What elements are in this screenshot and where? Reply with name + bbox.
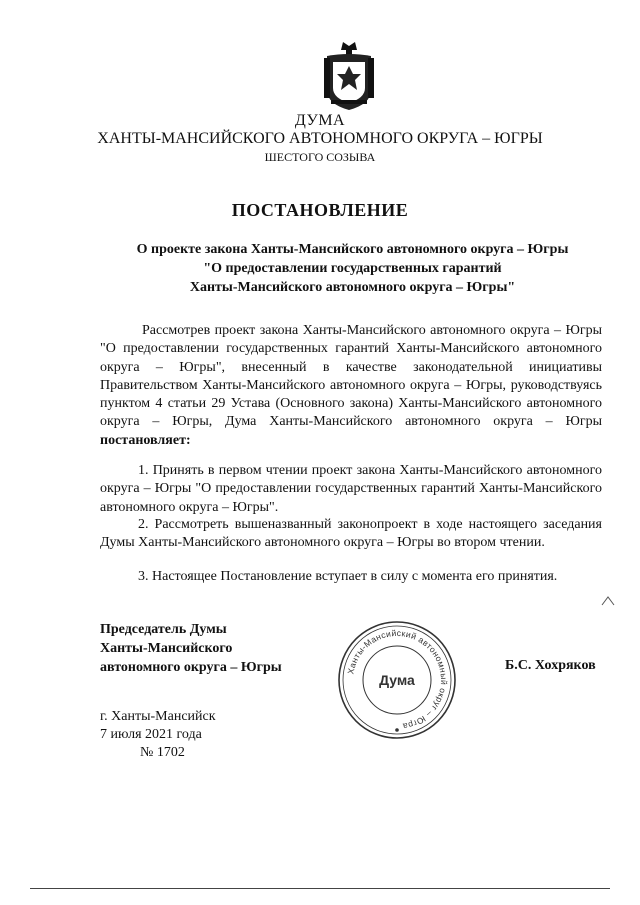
convocation-label: ШЕСТОГО СОЗЫВА: [264, 150, 376, 164]
subject-line: "О предоставлении государственных гарантий: [203, 261, 502, 276]
signatory-title-line: автономного округа – Югры: [100, 660, 282, 675]
coat-of-arms-emblem: [323, 40, 375, 112]
signatory-title: [100, 620, 320, 677]
subject-line: Ханты-Мансийского автономного округа – Югры": [189, 280, 516, 295]
signatory-name: Б.С. Хохряков: [505, 658, 596, 673]
preamble-paragraph: [100, 322, 602, 450]
resolution-item-text: 1. Принять в первом чтении проект закона Ханты-Мансийского автономного округа – Югры "О предоставлении государственных гарантий Ханты-Мансийского автономного округа – Югры".: [100, 463, 602, 515]
okrug-title: ХАНТЫ-МАНСИЙСКОГО АВТОНОМНОГО ОКРУГА – ЮГРЫ: [97, 130, 543, 147]
subject-line: О проекте закона Ханты-Мансийского автономного округа – Югры: [136, 242, 569, 257]
resolution-item: [100, 516, 602, 553]
document-date: 7 июля 2021 года: [100, 727, 202, 742]
official-stamp: [335, 618, 459, 742]
bottom-divider: [30, 888, 610, 889]
resolution-item-text: 2. Рассмотреть вышеназванный законопроект в ходе настоящего заседания Думы Ханты-Мансийского автономного округа – Югры во втором чтении.: [100, 517, 602, 551]
stamp-center-text: Дума: [379, 672, 415, 688]
signatory-title-line: Председатель Думы: [100, 622, 227, 637]
signatory-title-line: Ханты-Мансийского: [100, 641, 233, 656]
document-number: № 1702: [140, 745, 185, 760]
resolution-item: [100, 462, 602, 517]
margin-mark: [600, 595, 616, 607]
preamble-text: Рассмотрев проект закона Ханты-Мансийского автономного округа – Югры "О предоставлении государственных гарантий Ханты-Мансийского автономного округа – Югры", внесенный в качестве законодательной инициативы Правительством Ханты-Мансийского автономного округа – Югры, руководствуясь пунктом 4 статьи 29 Устава (Основного закона) Ханты-Мансийского автономного округа – Югры, Дума Ханты-Мансийского автономного округа – Югры: [100, 323, 602, 430]
resolution-item-text: 3. Настоящее Постановление вступает в силу с момента его принятия.: [138, 569, 558, 584]
document-type-title: ПОСТАНОВЛЕНИЕ: [231, 200, 409, 220]
resolution-item: [100, 568, 602, 586]
duma-title: ДУМА: [294, 112, 346, 129]
stamp-ring-text: Ханты-Мансийский автономный округ – Югра: [345, 627, 450, 732]
document-place: г. Ханты-Мансийск: [100, 709, 216, 724]
preamble-bold: постановляет:: [100, 432, 191, 448]
